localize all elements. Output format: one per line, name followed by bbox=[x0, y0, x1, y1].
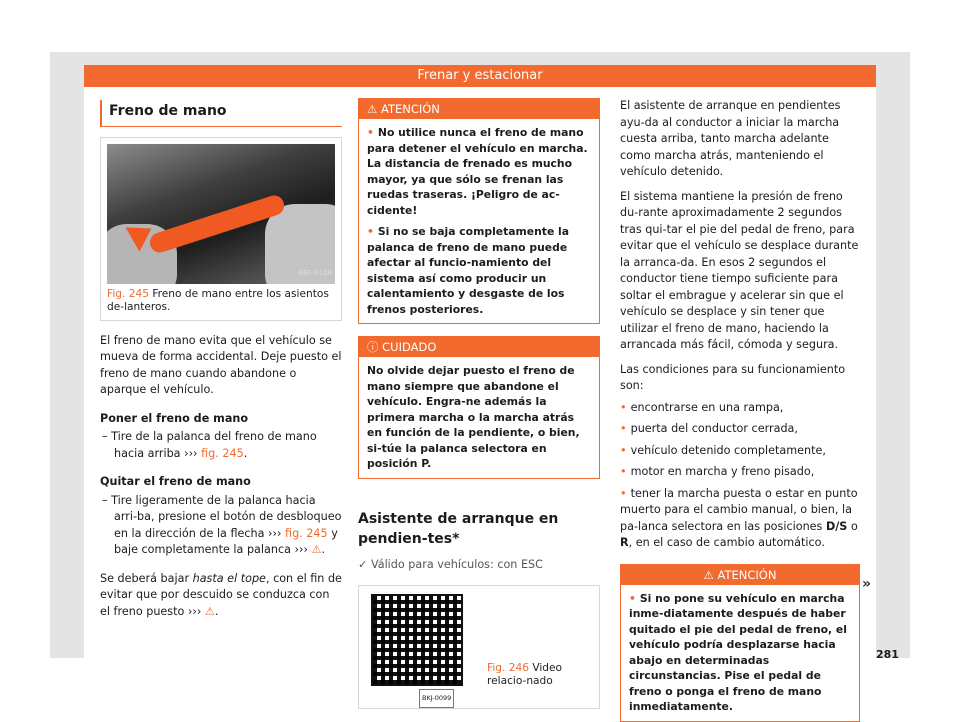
column-right bbox=[620, 98, 860, 722]
image-code: B6F-0106 bbox=[298, 269, 332, 277]
paragraph: El sistema mantiene la presión de freno du-rante aproximadamente 2 segundos tras qui-tar el pie del pedal de freno, para evitar que el vehículo se desplace durante la arranca-da. En esos 2 segundos el conductor tiene tiempo suficiente para soltar el embrague y acelerar sin que el vehículo se desplace y sin tener que utilizar el freno de mano, haciendo la arrancada más fácil, cómoda y segura. bbox=[620, 189, 859, 351]
section-heading bbox=[100, 100, 342, 127]
validity-note: ✓ Válido para vehículos: con ESC bbox=[358, 557, 543, 571]
list-item: • vehículo detenido completamente, bbox=[620, 443, 860, 460]
list-item: • tener la marcha puesta o estar en punto muerto para el cambio manual, o bien, la pa-lanca selectora en las posiciones D/S o R, en el caso de cambio automático. bbox=[620, 486, 860, 552]
figure-245 bbox=[100, 137, 342, 321]
atencion-box-2 bbox=[620, 564, 860, 722]
cuidado-header: ⓘ CUIDADO bbox=[359, 337, 599, 357]
atencion-box bbox=[358, 98, 600, 324]
list-item: • motor en marcha y freno pisado, bbox=[620, 464, 860, 481]
atencion-text: • Si no pone su vehículo en marcha inme-diatamente después de haber quitado el pie del pedal de freno, el vehículo podría desplazarse hacia abajo en determinadas circunstancias. Pise el pedal de freno o ponga el freno de mano inmediatamente. bbox=[621, 585, 859, 721]
final-paragraph: Se deberá bajar hasta el tope, con el fin de evitar que por descuido se conduzca con el freno puesto ››› ⚠. bbox=[100, 571, 342, 618]
list-item: • puerta del conductor cerrada, bbox=[620, 421, 860, 438]
fig-link[interactable]: fig. 245 bbox=[285, 526, 328, 540]
qr-code-label: BKJ-0099 bbox=[419, 689, 454, 708]
atencion-header: ⚠ ATENCIÓN bbox=[621, 565, 859, 585]
subheading-quitar: Quitar el freno de mano bbox=[100, 475, 251, 488]
warning-icon: ⚠ bbox=[311, 543, 322, 556]
atencion-item: • Si no se baja completamente la palanca de freno de mano puede afectar al funcio-namiento del sistema así como producir un calentamiento y desgaste de los frenos posteriores. bbox=[367, 224, 591, 317]
subheading-poner: Poner el freno de mano bbox=[100, 411, 249, 425]
step-quitar: – Tire ligeramente de la palanca hacia arri-ba, presione el botón de desbloqueo en la dirección de la flecha ››› fig. 245 y baje completamente la palanca ››› ⚠. bbox=[102, 493, 342, 556]
qr-code[interactable] bbox=[371, 594, 463, 686]
atencion-header: ⚠ ATENCIÓN bbox=[359, 99, 599, 119]
cuidado-text: No olvide dejar puesto el freno de mano siempre que abandone el vehículo. Engra-ne además la primera marcha o la marcha atrás en función de la pendiente, o bien, si-túe la palanca selectora en posición P. bbox=[367, 364, 580, 470]
info-icon: ⓘ bbox=[367, 340, 379, 354]
check-icon: ✓ bbox=[358, 557, 368, 571]
figure-246 bbox=[358, 585, 600, 709]
paragraph: El asistente de arranque en pendientes ayu-da al conductor a iniciar la marcha cuesta arriba, tanto marcha adelante como marcha atrás, manteniendo el vehículo detenido. bbox=[620, 99, 841, 178]
list-item: • encontrarse en una rampa, bbox=[620, 400, 860, 417]
figure-caption: Fig. 246 Video relacio-nado bbox=[487, 662, 563, 687]
section-header: Frenar y estacionar bbox=[84, 65, 876, 87]
figure-caption: Fig. 245 Freno de mano entre los asientos de-lanteros. bbox=[107, 287, 329, 313]
heading-freno-de-mano: Freno de mano bbox=[109, 103, 227, 119]
step-poner: – Tire de la palanca del freno de mano hacia arriba ››› fig. 245. bbox=[102, 430, 317, 460]
warning-icon: ⚠ bbox=[703, 567, 714, 582]
column-left bbox=[100, 100, 342, 620]
warning-icon: ⚠ bbox=[367, 102, 378, 116]
intro-paragraph: El freno de mano evita que el vehículo se mueva de forma accidental. Deje puesto el freno de mano cuando abandone o aparque el vehículo. bbox=[100, 333, 342, 396]
cuidado-box bbox=[358, 336, 600, 479]
handbrake-photo bbox=[107, 144, 335, 284]
atencion-item: • No utilice nunca el freno de mano para detener el vehículo en marcha. La distancia de frenado es mucho mayor, ya que sólo se frenan las ruedas traseras. ¡Peligro de ac-cidente! bbox=[367, 125, 591, 218]
column-middle bbox=[358, 98, 600, 709]
page-number: 281 bbox=[876, 648, 899, 661]
continue-marker: » bbox=[862, 576, 872, 592]
paragraph: Las condiciones para su funcionamiento son: bbox=[620, 362, 846, 392]
heading-asistente: Asistente de arranque en pendien-tes* bbox=[358, 510, 559, 547]
fig-link[interactable]: fig. 245 bbox=[201, 446, 244, 460]
warning-icon: ⚠ bbox=[204, 604, 215, 618]
